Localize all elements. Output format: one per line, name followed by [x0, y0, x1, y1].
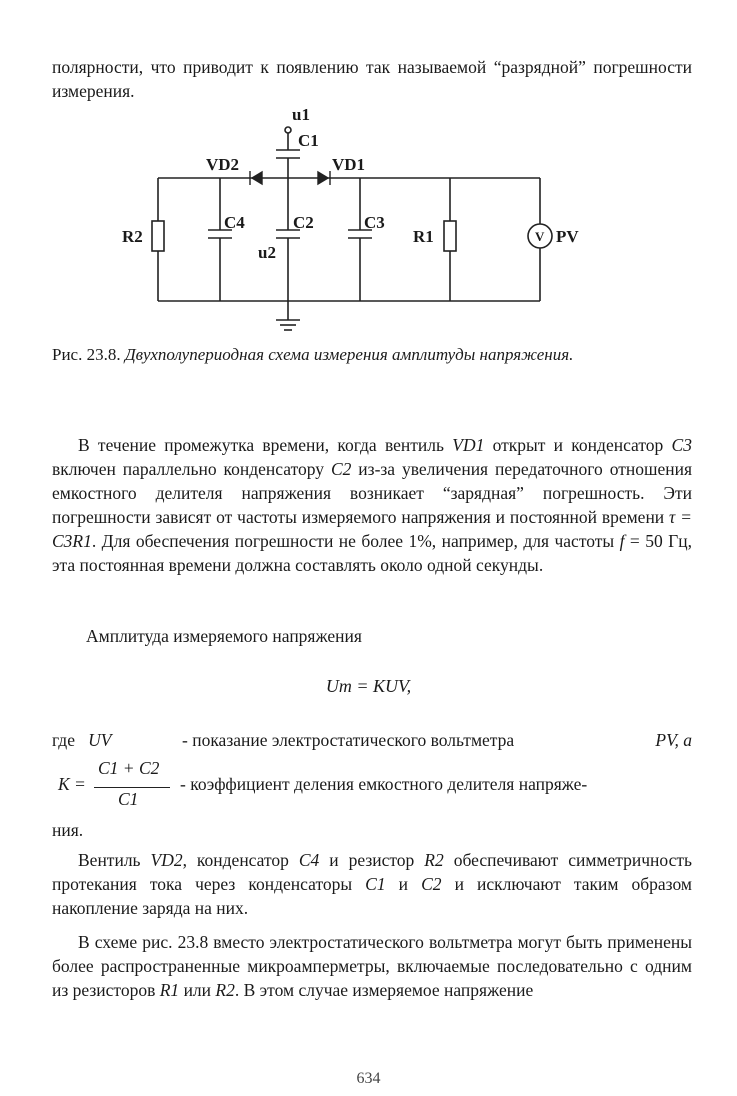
symbol-f: f: [619, 531, 625, 551]
label-c3: C3: [364, 213, 385, 232]
text-span: и: [385, 874, 422, 894]
fraction-bar: [94, 787, 170, 788]
text-span: В схеме рис. 23.8 вместо электростатического вольтметра могут быть применены более распространенные микроамперметры, включаемые последовательно с одним из резисторов: [52, 932, 692, 1000]
paragraph-2: Амплитуда измеряемого напряжения: [86, 626, 362, 646]
resistor-r2: [152, 221, 164, 251]
label-c1: C1: [298, 131, 319, 150]
top-paragraph: полярности, что приводит к появлению так называемой “разрядной” погрешности измерения.: [52, 57, 692, 101]
terminal-u1: [285, 127, 291, 133]
text-span: обеспечивают симметричность протекания тока через конденсаторы: [52, 850, 692, 894]
label-vd2: VD2: [206, 155, 240, 174]
text-span: включен параллельно конденсатору: [52, 459, 331, 479]
caption-prefix: Рис. 23.8.: [52, 345, 121, 364]
symbol-tau: τ = C3R1: [52, 507, 692, 551]
circuit-diagram: [110, 98, 590, 338]
text-span: и исключают таким образом накопление заряда на них.: [52, 874, 692, 918]
text-span: . В этом случае измеряемое напряжение: [234, 980, 534, 1000]
paragraph-1: [52, 433, 692, 577]
symbol-r1: R1: [159, 980, 180, 1000]
caption-text: Двухполупериодная схема измерения амплитуды напряжения.: [124, 345, 574, 364]
label-r2: R2: [122, 227, 143, 246]
text-span: из-за увеличения передаточного отношения емкостного делителя напряжения возникает “зарядная” погрешность. Эти погрешности зависят от частоты измеряемого напряжения и постоянной времени: [52, 459, 692, 527]
label-r1: R1: [413, 227, 434, 246]
k-label: K =: [58, 774, 86, 794]
symbol-uv: UV: [88, 730, 112, 750]
symbol-vd1: VD1: [452, 435, 485, 455]
diode-vd2: [252, 172, 262, 184]
label-vd1: VD1: [332, 155, 366, 174]
text-span: . Для обеспечения погрешности не более 1%, например, для частоты: [91, 531, 620, 551]
label-c4: C4: [224, 213, 245, 232]
label-pv: PV: [556, 227, 579, 246]
symbol-c4: C4: [298, 850, 320, 870]
symbol-r2: R2: [424, 850, 444, 870]
k-denominator: C1: [118, 789, 139, 809]
text-span: = 50 Гц, эта постоянная времени должна составлять около одной секунды.: [52, 531, 692, 575]
symbol-c2: C2: [421, 874, 442, 894]
text-span: или: [179, 980, 216, 1000]
text-span: , конденсатор: [182, 850, 299, 870]
text-span: Вентиль: [78, 850, 151, 870]
text-span: В течение промежутка времени, когда вентиль: [78, 435, 453, 455]
symbol-vd2: VD2: [150, 850, 183, 870]
resistor-r1: [444, 221, 456, 251]
figure-caption: [52, 343, 692, 367]
label-v: V: [535, 229, 545, 244]
label-u2: u2: [258, 243, 276, 262]
diode-vd1: [318, 172, 328, 184]
where-start: [52, 730, 111, 751]
text-span: открыт и конденсатор: [484, 435, 672, 455]
text-span: и резистор: [319, 850, 425, 870]
paragraph-3: [52, 848, 692, 920]
formula-um: Um = KUV,: [325, 676, 412, 696]
label-u1: u1: [292, 105, 310, 124]
k-description: - коэффициент деления емкостного делителя напряже-: [180, 774, 588, 794]
symbol-c2: C2: [330, 459, 352, 479]
symbol-pv: PV, а: [655, 730, 692, 750]
symbol-r2: R2: [215, 980, 235, 1000]
k-formula-line: [52, 758, 692, 818]
k-numerator: C1 + C2: [98, 758, 160, 778]
page-number: 634: [356, 1070, 381, 1087]
label-c2: C2: [293, 213, 314, 232]
symbol-c1: C1: [365, 874, 386, 894]
paragraph-4: [52, 930, 692, 1002]
continuation: ния.: [52, 820, 84, 840]
where-word: где: [52, 730, 75, 750]
where-middle: - показание электростатического вольтметра: [182, 730, 515, 750]
symbol-c3: C3: [671, 435, 692, 455]
k-fraction: [52, 758, 182, 818]
